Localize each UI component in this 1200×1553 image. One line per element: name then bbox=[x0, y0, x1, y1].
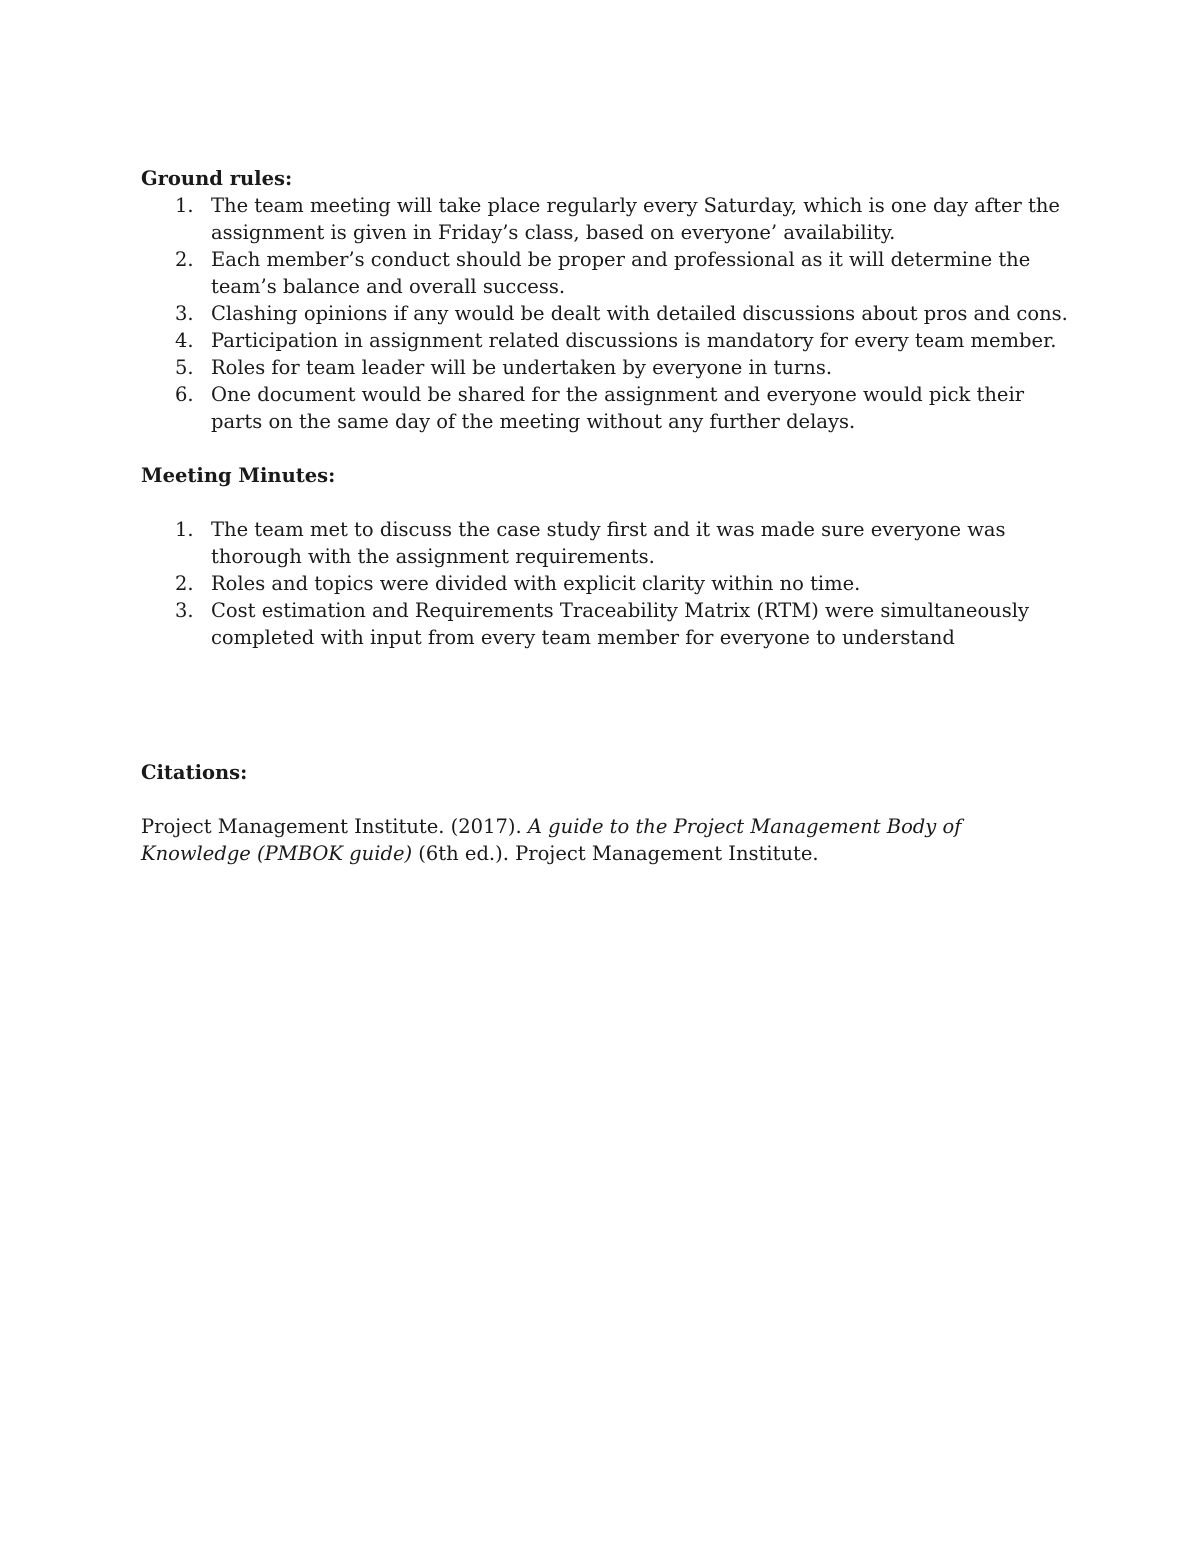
list-number: 1. bbox=[175, 518, 194, 541]
document-page bbox=[141, 165, 1071, 867]
list-item-text: Roles for team leader will be undertaken by everyone in turns. bbox=[211, 356, 833, 379]
list-number: 6. bbox=[175, 383, 194, 406]
list-number: 1. bbox=[175, 194, 194, 217]
list-item-text: Each member’s conduct should be proper and professional as it will determine the team’s balance and overall success. bbox=[211, 248, 1031, 298]
list-item bbox=[141, 192, 1071, 246]
list-item-text: The team meeting will take place regularly every Saturday, which is one day after the assignment is given in Friday’s class, based on everyone’ availability. bbox=[211, 194, 1060, 244]
list-item-text: Clashing opinions if any would be dealt with detailed discussions about pros and cons. bbox=[211, 302, 1068, 325]
list-item bbox=[141, 354, 1071, 381]
meeting-minutes-heading: Meeting Minutes: bbox=[141, 464, 336, 487]
list-number: 2. bbox=[175, 248, 194, 271]
list-item bbox=[141, 516, 1071, 570]
meeting-minutes-list bbox=[141, 516, 1071, 651]
list-item-text: Participation in assignment related discussions is mandatory for every team member. bbox=[211, 329, 1057, 352]
list-item bbox=[141, 300, 1071, 327]
spacer bbox=[141, 489, 1071, 516]
list-number: 2. bbox=[175, 572, 194, 595]
list-item-text: One document would be shared for the assignment and everyone would pick their parts on the same day of the meeting without any further delays. bbox=[211, 383, 1025, 433]
list-item bbox=[141, 246, 1071, 300]
spacer bbox=[141, 435, 1071, 462]
ground-rules-heading: Ground rules: bbox=[141, 167, 293, 190]
citation-suffix: (6th ed.). Project Management Institute. bbox=[412, 842, 819, 865]
ground-rules-list bbox=[141, 192, 1071, 435]
list-number: 3. bbox=[175, 599, 194, 622]
citations-heading: Citations: bbox=[141, 761, 248, 784]
list-item bbox=[141, 327, 1071, 354]
list-item-text: Cost estimation and Requirements Traceability Matrix (RTM) were simultaneously completed with input from every team member for everyone to understand bbox=[211, 599, 1030, 649]
list-item bbox=[141, 381, 1071, 435]
list-item-text: The team met to discuss the case study first and it was made sure everyone was thorough with the assignment requirements. bbox=[211, 518, 1006, 568]
list-number: 3. bbox=[175, 302, 194, 325]
list-number: 4. bbox=[175, 329, 194, 352]
spacer bbox=[141, 651, 1071, 759]
list-item bbox=[141, 597, 1071, 651]
citation-title: A guide to the Project Management Body of Knowledge (PMBOK guide) bbox=[141, 815, 962, 865]
citation-entry bbox=[141, 813, 1071, 867]
list-item bbox=[141, 570, 1071, 597]
spacer bbox=[141, 786, 1071, 813]
list-number: 5. bbox=[175, 356, 194, 379]
citation-prefix: Project Management Institute. (2017). bbox=[141, 815, 528, 838]
list-item-text: Roles and topics were divided with explicit clarity within no time. bbox=[211, 572, 861, 595]
